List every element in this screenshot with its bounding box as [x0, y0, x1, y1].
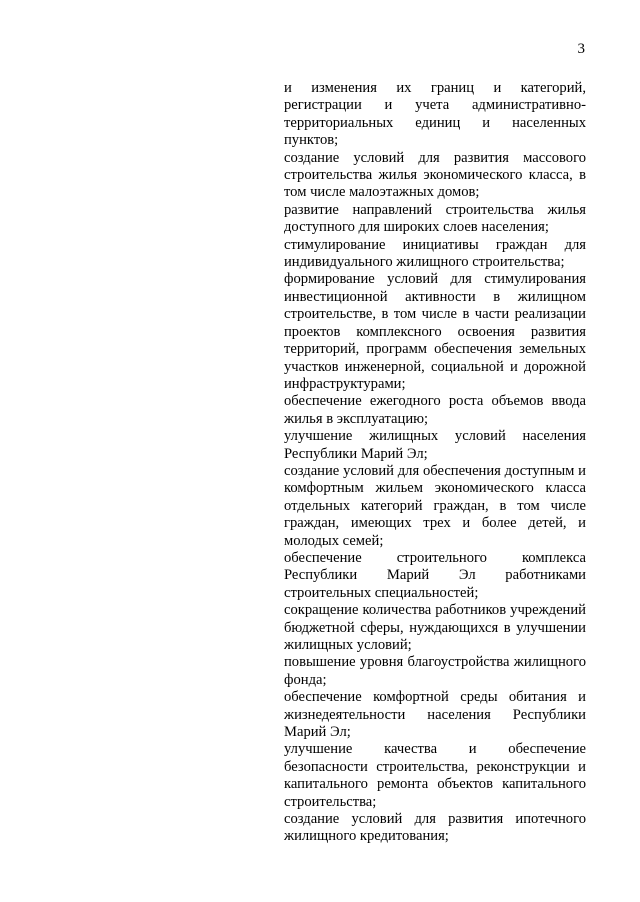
list-item: создание условий для обеспечения доступным и комфортным жильем экономического класса отдельных категорий граждан, в том числе граждан, имеющих трех и более детей, и молодых семей;	[284, 462, 586, 549]
list-item: развитие направлений строительства жилья доступного для широких слоев населения;	[284, 201, 586, 236]
list-item: улучшение качества и обеспечение безопасности строительства, реконструкции и капитального ремонта объектов капитального строительства;	[284, 741, 586, 810]
list-item: формирование условий для стимулирования инвестиционной активности в жилищном строительстве, в том числе в части реализации проектов комплексного освоения развития территорий, программ обеспечения земельных участков инженерной, социальной и дорожной инфраструктурами;	[284, 271, 586, 392]
list-item: обеспечение ежегодного роста объемов ввода жилья в эксплуатацию;	[284, 393, 586, 427]
list-item: создание условий для развития массового строительства жилья экономического класса, в том числе малоэтажных домов;	[284, 149, 586, 201]
page-number: 3	[577, 41, 585, 57]
list-item: и изменения их границ и категорий, регистрации и учета административно-территориальных единиц и населенных пунктов;	[284, 80, 586, 149]
list-item: стимулирование инициативы граждан для индивидуального жилищного строительства;	[284, 236, 586, 271]
list-item: повышение уровня благоустройства жилищного фонда;	[284, 654, 586, 688]
list-item: сокращение количества работников учреждений бюджетной сферы, нуждающихся в улучшении жилищных условий;	[284, 602, 586, 653]
document-body	[284, 80, 586, 846]
list-item: создание условий для развития ипотечного жилищного кредитования;	[284, 811, 586, 845]
list-item: обеспечение комфортной среды обитания и жизнедеятельности населения Республики Марий Эл;	[284, 689, 586, 741]
list-item: улучшение жилищных условий населения Республики Марий Эл;	[284, 428, 586, 462]
list-item: обеспечение строительного комплекса Республики Марий Эл работниками строительных специальностей;	[284, 549, 586, 601]
